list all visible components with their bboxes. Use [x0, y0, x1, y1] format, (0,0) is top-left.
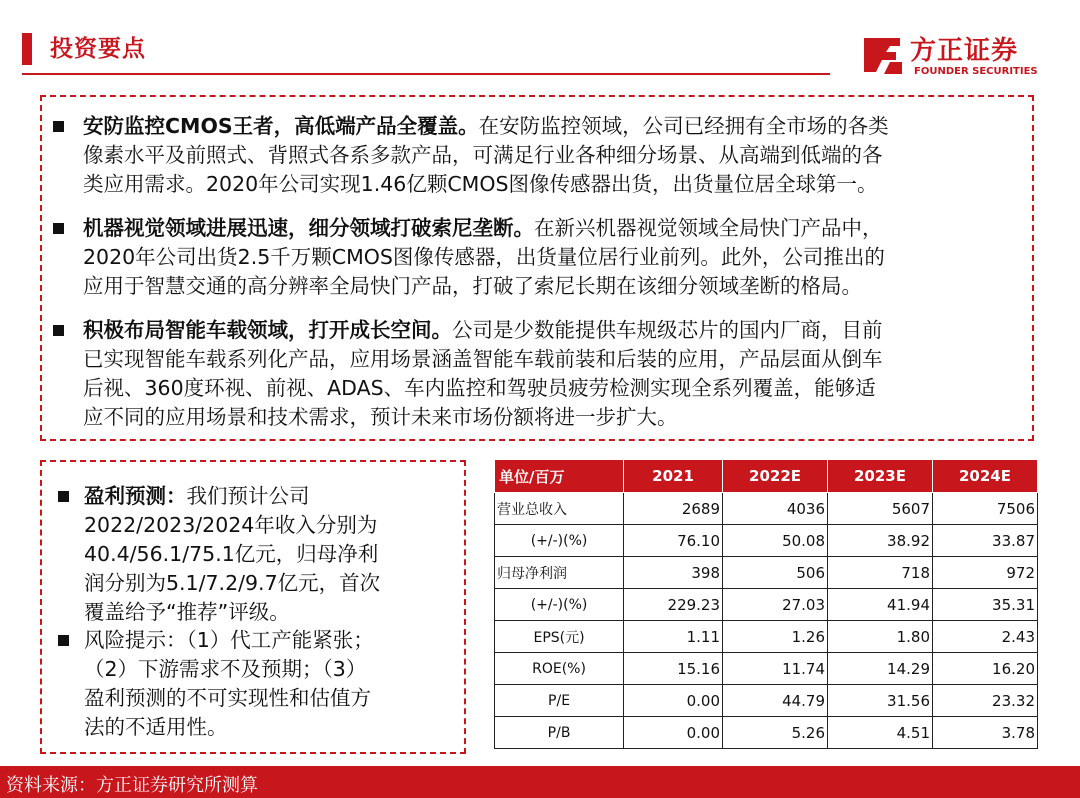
bullet-square-icon [58, 491, 69, 502]
table-cell: 5.26 [723, 717, 828, 749]
highlight-text: 像素水平及前照式、背照式各系多款产品，可满足行业各种细分场景、从高端到低端的各 [83, 143, 883, 167]
table-row [495, 621, 1038, 653]
highlight-text: 公司是少数能提供车规级芯片的国内厂商，目前 [452, 318, 883, 342]
table-cell: 3.78 [933, 717, 1038, 749]
footer-bar [0, 766, 1080, 798]
highlight-text: 后视、360度环视、前视、ADAS、车内监控和驾驶员疲劳检测实现全系列覆盖，能够适 [83, 376, 876, 400]
table-cell: 31.56 [828, 685, 933, 717]
table-row [495, 557, 1038, 589]
logo-english-name: FOUNDER SECURITIES [914, 66, 1038, 77]
table-cell: 972 [933, 557, 1038, 589]
highlight-heading: 安防监控CMOS王者，高低端产品全覆盖。 [83, 114, 479, 138]
forecast-text: 40.4/56.1/75.1亿元，归母净利 [84, 542, 379, 566]
table-header-cell: 2021 [624, 460, 723, 493]
table-cell: 2.43 [933, 621, 1038, 653]
table-header-cell: 2024E [933, 460, 1038, 493]
table-cell: 38.92 [828, 525, 933, 557]
title-divider [22, 73, 830, 75]
table-cell: 15.16 [624, 653, 723, 685]
table-cell: 4036 [723, 493, 828, 525]
table-cell: 4.51 [828, 717, 933, 749]
table-cell: 33.87 [933, 525, 1038, 557]
risk-text: 法的不适用性。 [84, 715, 228, 739]
table-cell: 41.94 [828, 589, 933, 621]
row-label: ROE(%) [495, 653, 624, 685]
table-cell: 44.79 [723, 685, 828, 717]
bullet-square-icon [53, 121, 64, 132]
highlight-heading: 积极布局智能车载领域，打开成长空间。 [83, 318, 452, 342]
table-cell: 23.32 [933, 685, 1038, 717]
table-cell: 0.00 [624, 717, 723, 749]
highlight-text: 应不同的应用场景和技术需求，预计未来市场份额将进一步扩大。 [83, 405, 678, 429]
table-cell: 16.20 [933, 653, 1038, 685]
highlight-text: 在新兴机器视觉领域全局快门产品中， [534, 216, 883, 240]
table-header-row [495, 460, 1038, 493]
risk-text: 盈利预测的不可实现性和估值方 [84, 686, 371, 710]
bullet-square-icon [53, 325, 64, 336]
forecast-text: 覆盖给予“推荐”评级。 [84, 600, 290, 624]
table-cell: 1.11 [624, 621, 723, 653]
forecast-heading: 盈利预测： [84, 484, 187, 508]
title-accent-bar [22, 33, 32, 65]
highlight-text: 2020年公司出货2.5千万颗CMOS图像传感器，出货量位居行业前列。此外，公司推出的 [83, 245, 885, 269]
table-cell: 7506 [933, 493, 1038, 525]
highlight-automotive [45, 316, 1030, 432]
row-label: (+/-)(%) [495, 525, 624, 557]
table-row [495, 653, 1038, 685]
table-cell: 11.74 [723, 653, 828, 685]
table-header-cell: 2023E [828, 460, 933, 493]
table-row [495, 589, 1038, 621]
table-cell: 398 [624, 557, 723, 589]
table-cell: 1.26 [723, 621, 828, 653]
table-cell: 5607 [828, 493, 933, 525]
table-cell: 35.31 [933, 589, 1038, 621]
table-cell: 0.00 [624, 685, 723, 717]
forecast-text: 2022/2023/2024年收入分别为 [84, 513, 378, 537]
table-cell: 2689 [624, 493, 723, 525]
founder-securities-logo [860, 30, 1050, 82]
bullet-square-icon [58, 635, 69, 646]
table-cell: 1.80 [828, 621, 933, 653]
table-header-cell: 2022E [723, 460, 828, 493]
table-row [495, 525, 1038, 557]
forecast-text: 润分别为5.1/7.2/9.7亿元，首次 [84, 571, 381, 595]
highlight-security-cmos [45, 112, 1030, 199]
founder-logo-icon [860, 32, 906, 78]
row-label: 归母净利润 [495, 557, 624, 589]
highlight-text: 在安防监控领域，公司已经拥有全市场的各类 [478, 114, 889, 138]
highlight-text: 应用于智慧交通的高分辨率全局快门产品，打破了索尼长期在该细分领域垄断的格局。 [83, 274, 862, 298]
row-label: P/E [495, 685, 624, 717]
row-label: EPS(元) [495, 621, 624, 653]
table-cell: 14.29 [828, 653, 933, 685]
row-label: (+/-)(%) [495, 589, 624, 621]
row-label: P/B [495, 717, 624, 749]
table-cell: 27.03 [723, 589, 828, 621]
logo-chinese-name: 方正证券 [910, 36, 1019, 66]
table-cell: 229.23 [624, 589, 723, 621]
table-cell: 506 [723, 557, 828, 589]
table-cell: 76.10 [624, 525, 723, 557]
risk-text: （2）下游需求不及预期；（3） [84, 657, 367, 681]
table-header-cell: 单位/百万 [495, 460, 624, 493]
highlight-text: 类应用需求。2020年公司实现1.46亿颗CMOS图像传感器出货，出货量位居全球第一。 [83, 172, 878, 196]
financial-forecast-table [494, 459, 1038, 749]
source-note: 资料来源：方正证券研究所测算 [6, 775, 258, 796]
risk-text: 风险提示：（1）代工产能紧张； [84, 628, 374, 652]
earnings-forecast [50, 482, 450, 627]
highlight-machine-vision [45, 214, 1030, 301]
forecast-text: 我们预计公司 [186, 484, 310, 508]
table-cell: 718 [828, 557, 933, 589]
table-row [495, 493, 1038, 525]
highlight-heading: 机器视觉领域进展迅速，细分领域打破索尼垄断。 [83, 216, 534, 240]
row-label: 营业总收入 [495, 493, 624, 525]
highlight-text: 已实现智能车载系列化产品，应用场景涵盖智能车载前装和后装的应用，产品层面从倒车 [83, 347, 883, 371]
table-row [495, 685, 1038, 717]
table-row [495, 717, 1038, 749]
table-cell: 50.08 [723, 525, 828, 557]
risk-warning [50, 626, 450, 742]
bullet-square-icon [53, 223, 64, 234]
page-title: 投资要点 [50, 36, 146, 62]
